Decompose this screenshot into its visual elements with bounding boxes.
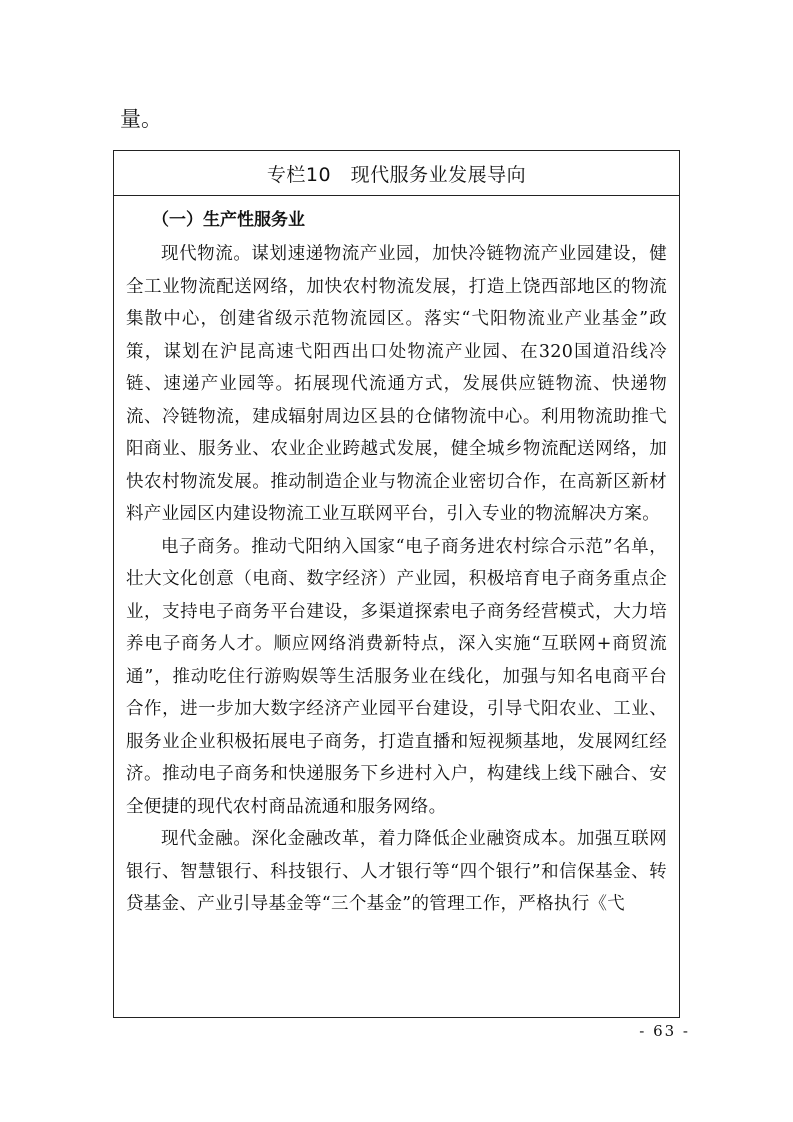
paragraph-finance: 现代金融。深化金融改革，着力降低企业融资成本。加强互联网银行、智慧银行、科技银行、人才银行等“四个银行”和信保基金、转贷基金、产业引导基金等“三个基金”的管理工作，严格执行《弋	[126, 829, 667, 914]
box-body	[114, 196, 679, 921]
box-title: 专栏10 现代服务业发展导向	[114, 151, 679, 196]
paragraph-logistics: 现代物流。谋划速递物流产业园，加快冷链物流产业园建设，健全工业物流配送网络，加快农村物流发展，打造上饶西部地区的物流集散中心，创建省级示范物流园区。落实“弋阳物流业产业基金”政策，谋划在沪昆高速弋阳西出口处物流产业园、在320国道沿线冷链、速递产业园等。拓展现代流通方式，发展供应链物流、快递物流、冷链物流，建成辐射周边区县的仓储物流中心。利用物流助推弋阳商业、服务业、农业企业跨越式发展，健全城乡物流配送网络，加快农村物流发展。推动制造企业与物流企业密切合作，在高新区新材料产业园区内建设物流工业互联网平台，引入专业的物流解决方案。	[126, 244, 667, 524]
feature-box	[113, 150, 680, 1018]
section-heading: （一）生产性服务业	[152, 210, 305, 230]
paragraph-ecommerce: 电子商务。推动弋阳纳入国家“电子商务进农村综合示范”名单，壮大文化创意（电商、数字经济）产业园，积极培育电子商务重点企业，支持电子商务平台建设，多渠道探索电子商务经营模式，大力培养电子商务人才。顺应网络消费新特点，深入实施“互联网+商贸流通”，推动吃住行游购娱等生活服务业在线化，加强与知名电商平台合作，进一步加大数字经济产业园平台建设，引导弋阳农业、工业、服务业企业积极拓展电子商务，打造直播和短视频基地，发展网红经济。推动电子商务和快递服务下乡进村入户，构建线上线下融合、安全便捷的现代农村商品流通和服务网络。	[126, 536, 667, 817]
page-number: - 63 -	[639, 1022, 690, 1040]
lead-text: 量。	[120, 107, 162, 131]
